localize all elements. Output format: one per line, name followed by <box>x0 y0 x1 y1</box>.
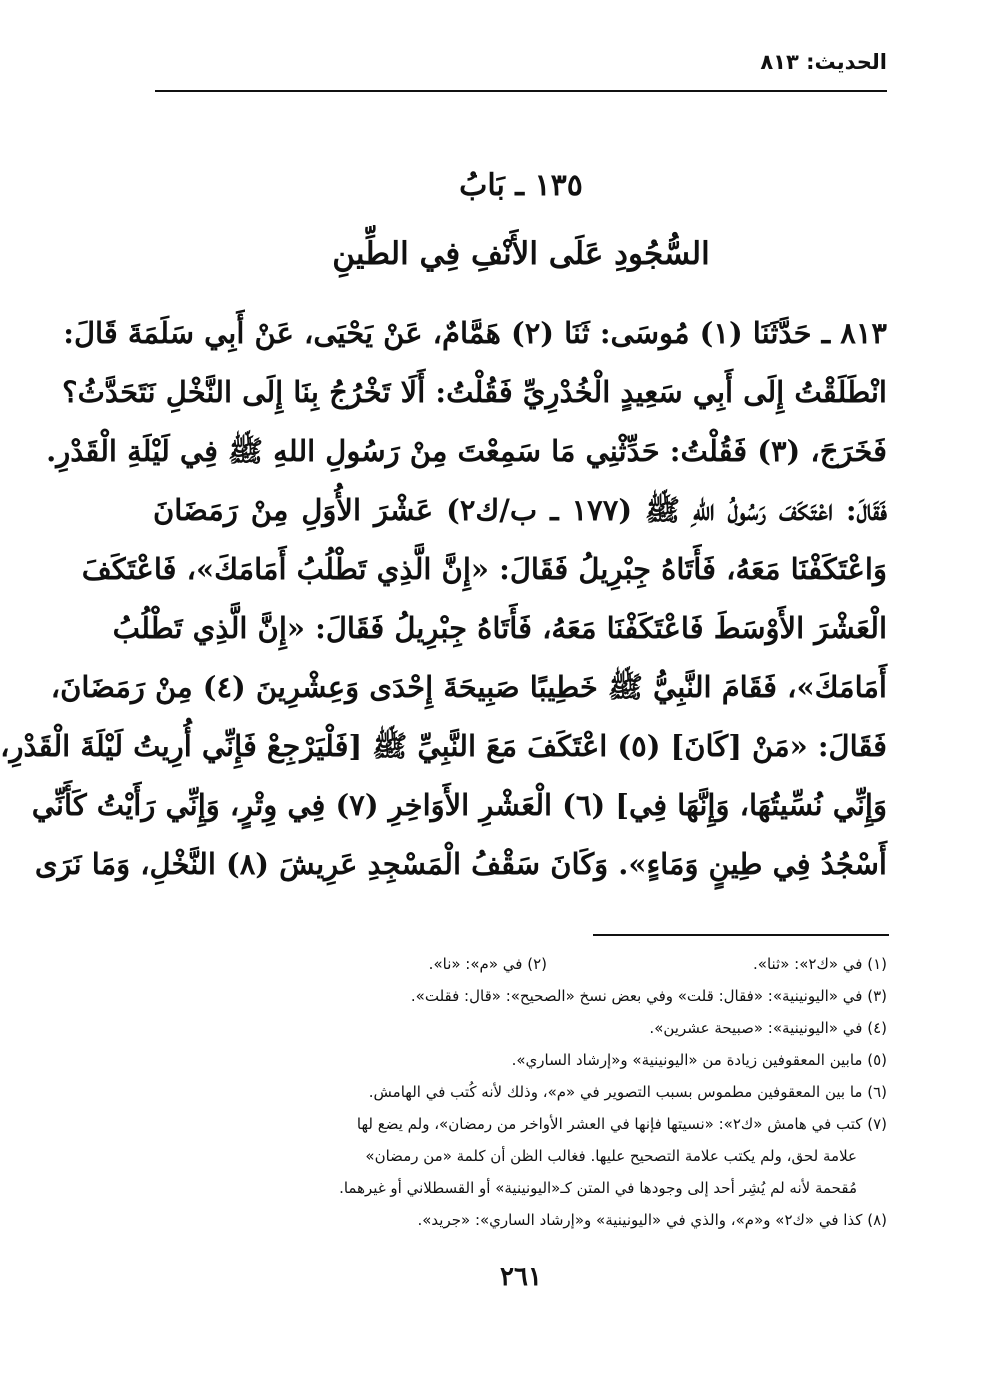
footnote-row <box>153 948 887 980</box>
hadith-line: وَاعْتَكَفْنَا مَعَهُ، فَأَتَاهُ جِبْرِيلُ فَقَالَ: «إِنَّ الَّذِي تَطْلُبُ أَمَامَكَ»، فَاعْتَكَفَ <box>81 552 887 586</box>
hadith-line: أَسْجُدُ فِي طِينٍ وَمَاءٍ». وَكَانَ سَقْفُ الْمَسْجِدِ عَرِيشَ (٨) النَّخْلِ، وَمَا نَرَى <box>34 847 887 881</box>
hadith-line: انْطَلَقْتُ إِلَى أَبِي سَعِيدٍ الْخُدْرِيِّ فَقُلْتُ: أَلَا تَخْرُجُ بِنَا إِلَى النَّخْلِ نَتَحَدَّثُ؟ <box>62 375 887 409</box>
footnote-7-line: مُقحمة لأنه لم يُشِر أحد إلى وجودها في المتن كـ«اليونينية» أو القسطلاني أو غيرهما. <box>339 1179 857 1197</box>
footnote-8: (٨) كذا في «ك٢» و«م»، والذي في «اليونينية» و«إرشاد الساري»: «جريد». <box>417 1211 887 1229</box>
footnote-3: (٣) في «اليونينية»: «فقال: قلت» وفي بعض نسخ «الصحيح»: «قال: فقلت». <box>410 987 887 1005</box>
hadith-line: فَقَالَ: «مَنْ [كَانَ] (٥) اعْتَكَفَ مَعَ النَّبِيِّ ﷺ [فَلْيَرْجِعْ فَإِنِّي أُرِيتُ لَيْلَةَ الْقَدْرِ، <box>0 729 887 763</box>
hadith-line: فَخَرَجَ، (٣) فَقُلْتُ: حَدِّثْنِي مَا سَمِعْتَ مِنْ رَسُولِ اللهِ ﷺ فِي لَيْلَةِ الْقَدْرِ. <box>46 434 887 468</box>
footnote-divider <box>593 934 889 936</box>
footnote-5: (٥) مابين المعقوفين زيادة من «اليونينية» و«إرشاد الساري». <box>511 1051 887 1069</box>
hadith-line: الْعَشْرَ الأَوْسَطَ فَاعْتَكَفْنَا مَعَهُ، فَأَتَاهُ جِبْرِيلُ فَقَالَ: «إِنَّ الَّذِي تَطْلُبُ <box>112 611 887 645</box>
chapter-number: ١٣٥ ـ بَابُ <box>459 168 583 203</box>
running-header: الحديث: ٨١٣ <box>155 50 887 92</box>
footnotes <box>153 948 887 1236</box>
hadith-line: فَقَالَ: اعْتَكَفَ رَسُولُ اللهِ ﷺ (١٧٧ ـ ب/ك٢) عَشْرَ الأُوَلِ مِنْ رَمَضَانَ <box>153 493 887 527</box>
hadith-line: وَإِنِّي نُسِّيتُهَا، وَإِنَّهَا فِي] (٦) الْعَشْرِ الأَوَاخِرِ (٧) فِي وِتْرٍ، وَإِنِّي رَأَيْتُ كَأَنِّي <box>31 788 887 822</box>
hadith-line: أَمَامَكَ»، فَقَامَ النَّبِيُّ ﷺ خَطِيبًا صَبِيحَةَ إِحْدَى وَعِشْرِينَ (٤) مِنْ رَمَضَانَ، <box>50 670 887 704</box>
footnote-7-line: (٧) كتب في هامش «ك٢»: «نسيتها فإنها في العشر الأواخر من رمضان»، ولم يضع لها <box>356 1115 887 1133</box>
footnote-7-line: علامة لحق، ولم يكتب علامة التصحيح عليها. فغالب الظن أن كلمة «من رمضان» <box>365 1147 857 1165</box>
footnote-4: (٤) في «اليونينية»: «صبيحة عشرين». <box>649 1019 887 1037</box>
footnote-2: (٢) في «م»: «نا». <box>428 955 547 973</box>
page-number: ٢٦١ <box>500 1262 542 1292</box>
hadith-text <box>0 304 887 894</box>
footnote-1: (١) في «ك٢»: «ثنا». <box>753 955 887 973</box>
footnote-6: (٦) ما بين المعقوفين مطموس بسبب التصوير في «م»، وذلك لأنه كُتب في الهامش. <box>368 1083 887 1101</box>
hadith-line: ٨١٣ ـ حَدَّثَنَا (١) مُوسَى: ثَنَا (٢) هَمَّامٌ، عَنْ يَحْيَى، عَنْ أَبِي سَلَمَةَ قَالَ: <box>63 316 887 350</box>
chapter-title: السُّجُودِ عَلَى الأَنْفِ فِي الطِّينِ <box>332 236 710 272</box>
